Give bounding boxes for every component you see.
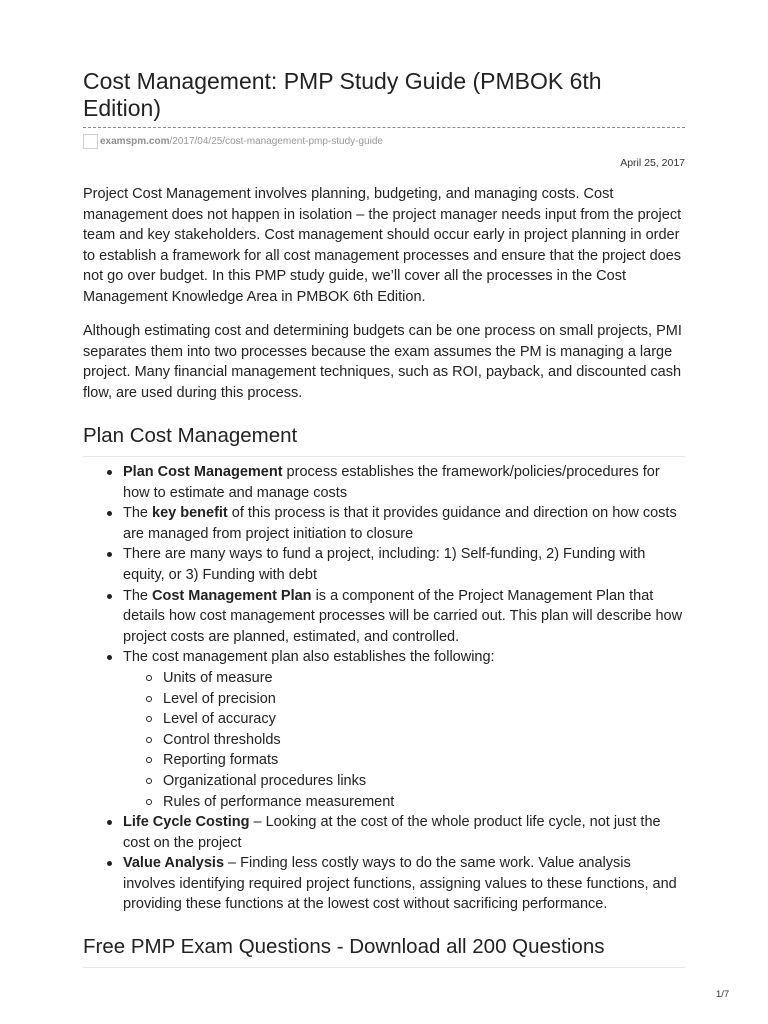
publish-date: April 25, 2017: [620, 157, 685, 169]
list-item: Life Cycle Costing – Looking at the cost of the whole product life cycle, not just the cost on the project: [83, 812, 685, 853]
list-item: The cost management plan also establishes the following: Units of measure Level of precision Level of accuracy Control thresholds Reporting formats Organizational procedures links Rules of performance measurement: [83, 647, 685, 812]
source-url[interactable]: [83, 133, 383, 149]
section-divider: [83, 456, 685, 457]
page-title: Cost Management: PMP Study Guide (PMBOK 6th Edition): [83, 68, 602, 121]
sub-list-item: Units of measure: [123, 668, 685, 689]
section-heading-free-pmp-exam-questions[interactable]: Free PMP Exam Questions - Download all 200 Questions: [83, 935, 605, 958]
list-item: The key benefit of this process is that it provides guidance and direction on how costs are managed from project initiation to closure: [83, 503, 685, 544]
list-item: Plan Cost Management process establishes the framework/policies/procedures for how to estimate and manage costs: [83, 462, 685, 503]
list-item: There are many ways to fund a project, including: 1) Self-funding, 2) Funding with equity, or 3) Funding with debt: [83, 544, 685, 585]
list-item: The Cost Management Plan is a component of the Project Management Plan that details how cost management processes will be carried out. This plan will describe how project costs are planned, estimated, and controlled.: [83, 586, 685, 648]
plan-contents-sublist: [123, 668, 685, 812]
favicon-placeholder-icon: [83, 134, 98, 149]
sub-list-item: Reporting formats: [123, 750, 685, 771]
sub-list-item: Rules of performance measurement: [123, 792, 685, 813]
sub-list-item: Control thresholds: [123, 730, 685, 751]
intro-paragraph-1: Project Cost Management involves planning, budgeting, and managing costs. Cost management does not happen in isolation – the project manager needs input from the project team and key stakeholders. Cost management should occur early in project planning in order to establish a framework for all cost management processes and ensure that the project does not go over budget. In this PMP study guide, we’ll cover all the processes in the Cost Management Knowledge Area in PMBOK 6th Edition.: [83, 186, 682, 305]
section-divider: [83, 967, 685, 968]
list-item: Value Analysis – Finding less costly ways to do the same work. Value analysis involves identifying required project functions, assigning values to these functions, and providing these functions at the lowest cost without sacrificing performance.: [83, 853, 685, 915]
page-number: 1/7: [716, 989, 730, 1000]
source-path[interactable]: /2017/04/25/cost-management-pmp-study-guide: [169, 135, 383, 147]
plan-cost-bullet-list: [83, 462, 685, 915]
title-divider: [83, 127, 685, 128]
section-heading-plan-cost-management: Plan Cost Management: [83, 424, 298, 447]
source-domain[interactable]: examspm.com: [100, 135, 170, 147]
sub-list-item: Level of precision: [123, 689, 685, 710]
intro-paragraph-2: Although estimating cost and determining budgets can be one process on small projects, PMI separates them into two processes because the exam assumes the PM is managing a large project. Many financial management techniques, such as ROI, payback, and discounted cash flow, are used during this process.: [83, 323, 682, 401]
sub-list-item: Organizational procedures links: [123, 771, 685, 792]
sub-list-item: Level of accuracy: [123, 709, 685, 730]
